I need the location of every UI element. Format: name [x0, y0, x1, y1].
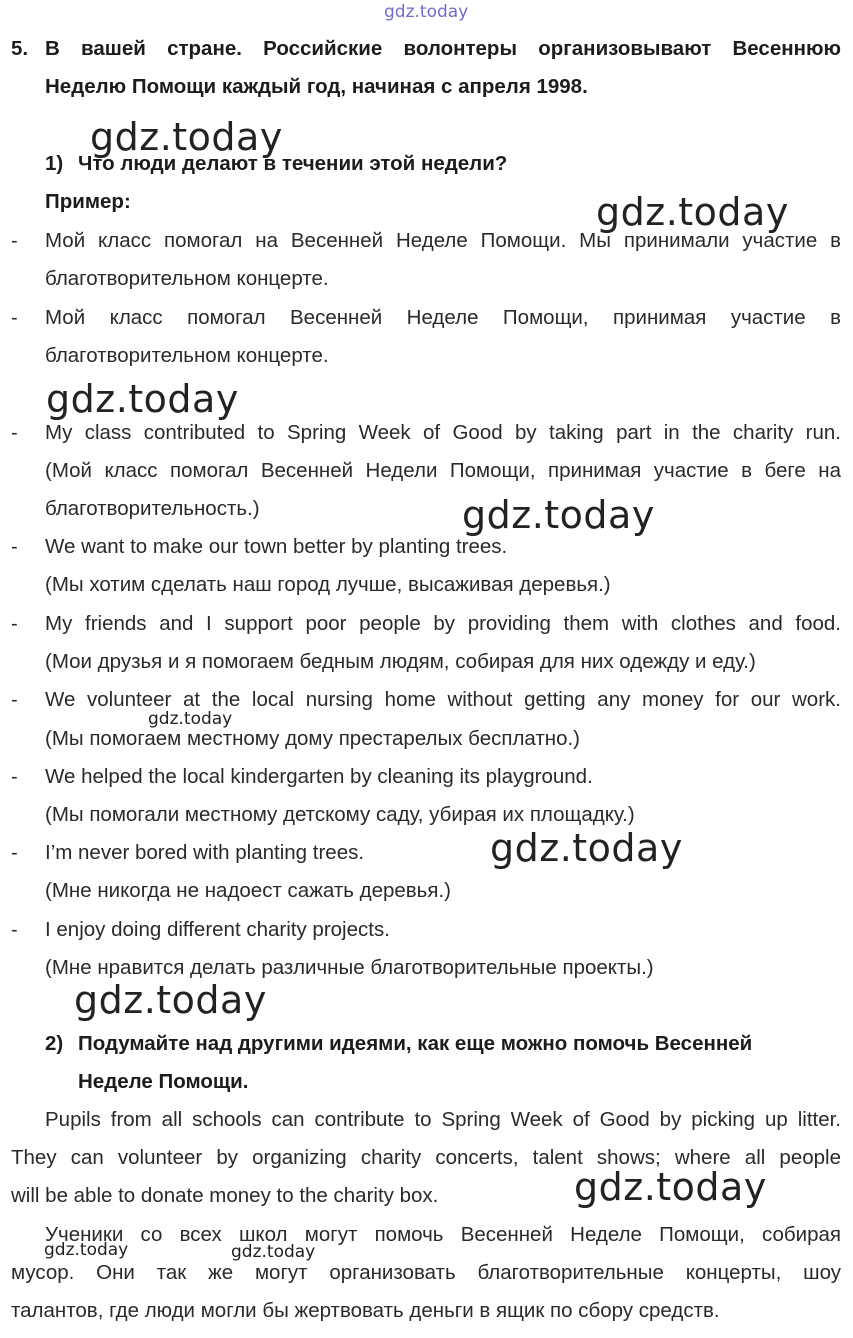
list-item-line: Мой класс помогал на Весенней Неделе Помощи. Мы принимали участие в	[45, 229, 841, 252]
list-item-line: We want to make our town better by planting trees.	[45, 535, 508, 558]
watermark: gdz.today	[462, 493, 655, 537]
list-item-line: (Мой класс помогал Весенней Недели Помощи, принимая участие в беге на	[45, 459, 841, 482]
list-item-line: (Мне никогда не надоест сажать деревья.)	[45, 879, 451, 902]
list-item-line: (Мне нравится делать различные благотворительные проекты.)	[45, 956, 654, 979]
answer-ru-line: мусор. Они так же могут организовать благотворительные концерты, шоу	[11, 1261, 841, 1284]
list-bullet: -	[11, 919, 18, 941]
watermark-small: gdz.today	[148, 709, 233, 729]
list-item-line: (Мои друзья и я помогаем бедным людям, собирая для них одежду и еду.)	[45, 650, 756, 673]
list-item-line: We helped the local kindergarten by cleaning its playground.	[45, 765, 593, 788]
list-bullet: -	[11, 766, 18, 788]
list-bullet: -	[11, 689, 18, 711]
list-item-line: благотворительном концерте.	[45, 267, 329, 290]
list-item-line: We volunteer at the local nursing home without getting any money for our work.	[45, 688, 841, 711]
watermark-small: gdz.today	[231, 1242, 316, 1262]
list-bullet: -	[11, 842, 18, 864]
list-bullet: -	[11, 307, 18, 329]
list-item-line: благотворительном концерте.	[45, 344, 329, 367]
task-title-line1: В вашей стране. Российские волонтеры организовывают Весеннюю	[45, 37, 841, 60]
answer-ru-line: Ученики со всех школ могут помочь Весенней Неделе Помощи, собирая	[45, 1223, 841, 1246]
task-number: 5.	[11, 37, 29, 60]
q1-number: 1)	[45, 152, 64, 175]
watermark-top: gdz.today	[384, 2, 469, 22]
list-bullet: -	[11, 422, 18, 444]
watermark: gdz.today	[46, 377, 239, 421]
list-item-line: I’m never bored with planting trees.	[45, 841, 365, 864]
example-label: Пример:	[45, 190, 131, 213]
watermark: gdz.today	[90, 115, 283, 159]
list-item-line: My class contributed to Spring Week of Good by taking part in the charity run.	[45, 421, 841, 444]
list-bullet: -	[11, 613, 18, 635]
list-bullet: -	[11, 536, 18, 558]
list-item-line: благотворительность.)	[45, 497, 260, 520]
q1-text: Что люди делают в течении этой недели?	[78, 152, 508, 175]
task-title-line2: Неделю Помощи каждый год, начиная с апреля 1998.	[45, 75, 588, 98]
list-item-line: (Мы помогали местному детскому саду, убирая их площадку.)	[45, 803, 635, 826]
watermark: gdz.today	[74, 978, 267, 1022]
list-item-line: (Мы хотим сделать наш город лучше, высаживая деревья.)	[45, 573, 611, 596]
list-item-line: My friends and I support poor people by providing them with clothes and food.	[45, 612, 841, 635]
answer-en-line: will be able to donate money to the charity box.	[11, 1184, 439, 1207]
answer-ru-line: талантов, где люди могли бы жертвовать деньги в ящик по сбору средств.	[11, 1299, 720, 1322]
list-bullet: -	[11, 230, 18, 252]
list-item-line: Мой класс помогал Весенней Неделе Помощи, принимая участие в	[45, 306, 841, 329]
list-item-line: I enjoy doing different charity projects.	[45, 918, 390, 941]
watermark-small: gdz.today	[44, 1240, 129, 1260]
watermark: gdz.today	[596, 190, 789, 234]
answer-en-line: Pupils from all schools can contribute to Spring Week of Good by picking up litter.	[45, 1108, 841, 1131]
answer-en-line: They can volunteer by organizing charity concerts, talent shows; where all people	[11, 1146, 841, 1169]
watermark: gdz.today	[574, 1165, 767, 1209]
watermark: gdz.today	[490, 826, 683, 870]
q2-line2: Неделе Помощи.	[78, 1070, 249, 1093]
q2-line1: Подумайте над другими идеями, как еще можно помочь Весенней	[78, 1032, 753, 1055]
list-item-line: (Мы помогаем местному дому престарелых бесплатно.)	[45, 727, 580, 750]
q2-number: 2)	[45, 1032, 64, 1055]
